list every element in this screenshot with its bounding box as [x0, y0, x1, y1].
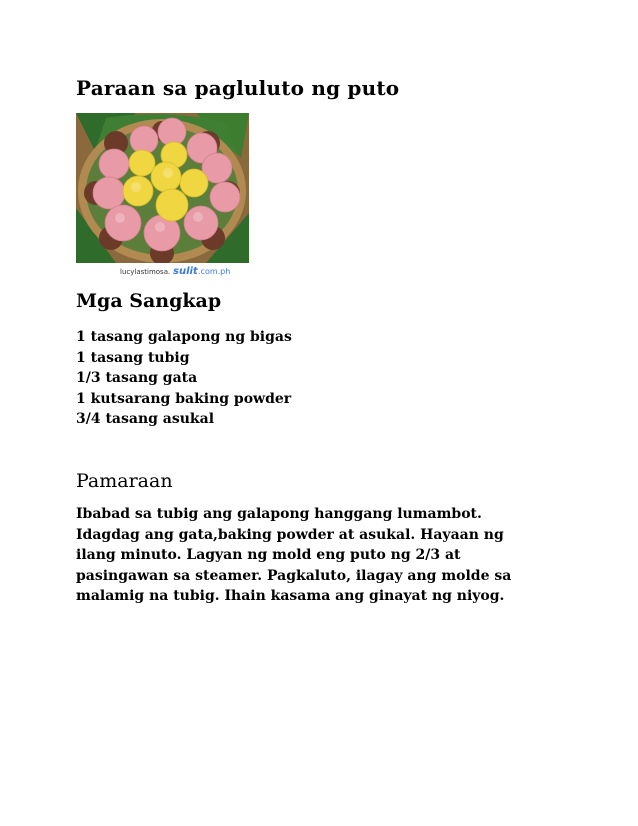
- ingredient-item: 3/4 tasang asukal: [76, 411, 215, 427]
- method-line: Ibabad sa tubig ang galapong hanggang lumambot.: [76, 506, 482, 522]
- method-line: ilang minuto. Lagyan ng mold eng puto ng 2/3 at: [76, 547, 461, 563]
- watermark-prefix: lucylastimosa.: [120, 268, 171, 276]
- puto-platter-photo: [76, 113, 249, 278]
- ingredient-item: 1/3 tasang gata: [76, 370, 198, 386]
- ingredient-list: [76, 327, 292, 430]
- ingredient-item: 1 kutsarang baking powder: [76, 390, 292, 407]
- method-heading: Pamaraan: [76, 470, 173, 492]
- method-line: pasingawan sa steamer. Pagkaluto, ilagay ang molde sa: [76, 567, 512, 584]
- ingredient-item: 1 tasang tubig: [76, 349, 190, 366]
- method-paragraph: [76, 504, 556, 607]
- ingredients-heading: Mga Sangkap: [76, 290, 222, 312]
- method-line: malamig na tubig. Ihain kasama ang ginayat ng niyog.: [76, 588, 505, 604]
- watermark-suffix: .com.ph: [198, 267, 231, 276]
- watermark-brand: sulit: [173, 266, 198, 277]
- page-title: Paraan sa pagluluto ng puto: [76, 76, 400, 100]
- method-line: Idagdag ang gata,baking powder at asukal. Hayaan ng: [76, 526, 504, 543]
- ingredient-item: 1 tasang galapong ng bigas: [76, 329, 292, 345]
